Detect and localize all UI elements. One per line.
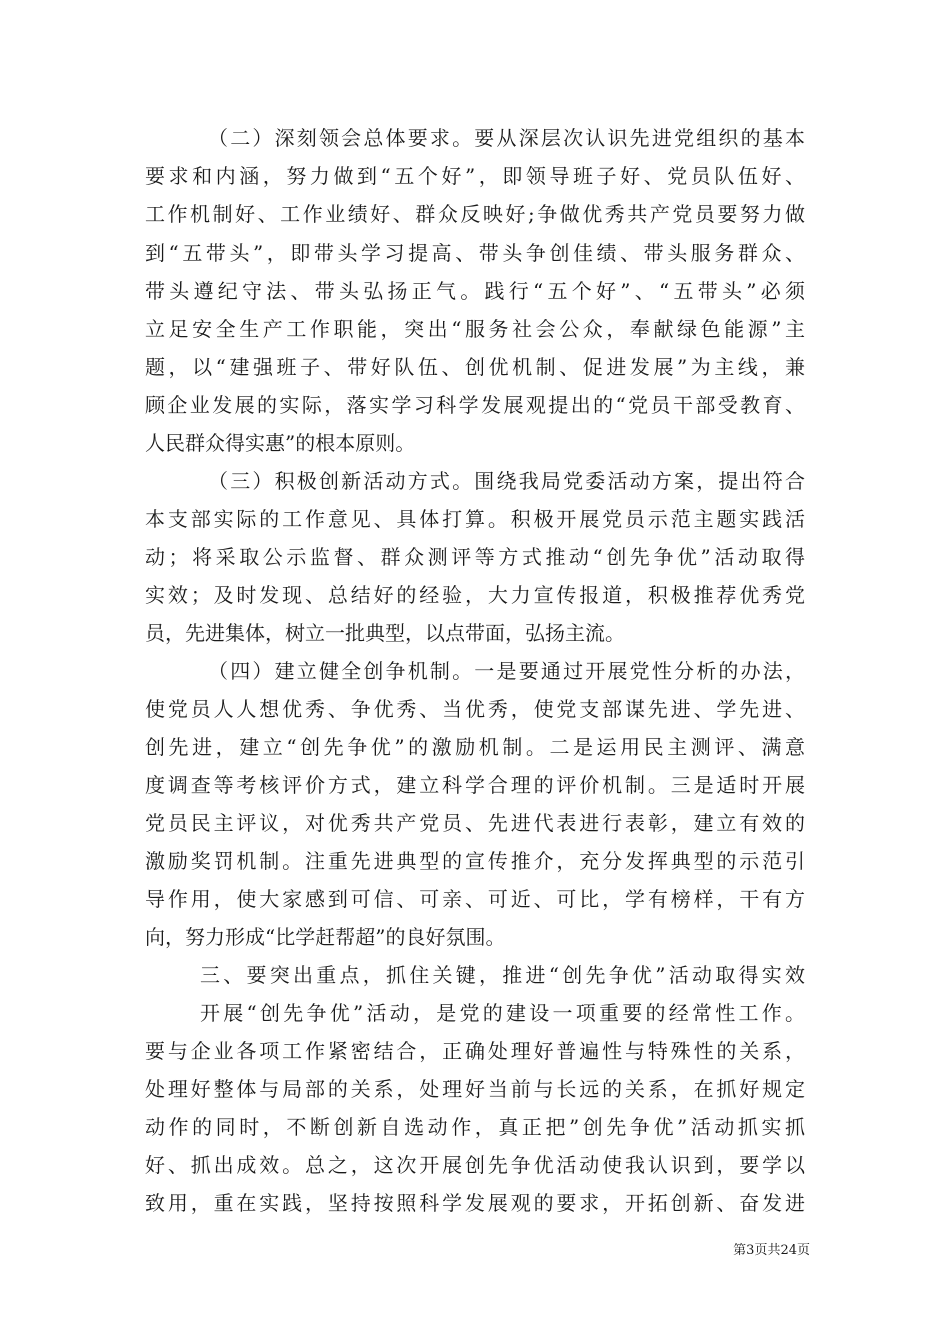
paragraph-line: 导作用，使大家感到可信、可亲、可近、可比，学有榜样，干有方 <box>145 887 805 911</box>
paragraph-line: 到“五带头”，即带头学习提高、带头争创佳绩、带头服务群众、 <box>145 241 805 265</box>
paragraph-line: 致用，重在实践，坚持按照科学发展观的要求，开拓创新、奋发进 <box>145 1191 805 1215</box>
paragraph-line: 实效；及时发现、总结好的经验，大力宣传报道，积极推荐优秀党 <box>145 583 805 607</box>
paragraph-line: 创先进，建立“创先争优”的激励机制。二是运用民主测评、满意 <box>145 735 805 759</box>
paragraph-line: （三）积极创新活动方式。围绕我局党委活动方案，提出符合 <box>208 469 805 493</box>
paragraph-line: （二）深刻领会总体要求。要从深层次认识先进党组织的基本 <box>208 126 805 150</box>
paragraph-line: 题，以“建强班子、带好队伍、创优机制、促进发展”为主线，兼 <box>145 355 805 379</box>
section-heading: 三、要突出重点，抓住关键，推进“创先争优”活动取得实效 <box>200 963 805 987</box>
paragraph-line: 向，努力形成“比学赶帮超”的良好氛围。 <box>145 925 506 949</box>
page-number: 第3页共24页 <box>733 1243 810 1258</box>
paragraph-line: 开展“创先争优”活动，是党的建设一项重要的经常性工作。 <box>200 1001 805 1025</box>
paragraph-line: 要求和内涵，努力做到“五个好”，即领导班子好、党员队伍好、 <box>145 164 805 188</box>
paragraph-line: 要与企业各项工作紧密结合，正确处理好普遍性与特殊性的关系， <box>145 1039 805 1063</box>
paragraph-line: 立足安全生产工作职能，突出“服务社会公众，奉献绿色能源”主 <box>145 317 805 341</box>
paragraph-line: 动作的同时，不断创新自选动作，真正把”创先争优”活动抓实抓 <box>145 1115 805 1139</box>
paragraph-line: 处理好整体与局部的关系，处理好当前与长远的关系，在抓好规定 <box>145 1077 805 1101</box>
paragraph-line: 激励奖罚机制。注重先进典型的宣传推介，充分发挥典型的示范引 <box>145 849 805 873</box>
paragraph-line: 员，先进集体，树立一批典型，以点带面，弘扬主流。 <box>145 621 625 645</box>
paragraph-line: 度调查等考核评价方式，建立科学合理的评价机制。三是适时开展 <box>145 773 805 797</box>
paragraph-line: 顾企业发展的实际，落实学习科学发展观提出的“党员干部受教育、 <box>145 393 805 417</box>
paragraph-line: 工作机制好、工作业绩好、群众反映好;争做优秀共产党员要努力做 <box>145 202 805 226</box>
paragraph-line: 党员民主评议，对优秀共产党员、先进代表进行表彰，建立有效的 <box>145 811 805 835</box>
paragraph-line: 人民群众得实惠”的根本原则。 <box>145 431 416 455</box>
paragraph-line: （四）建立健全创争机制。一是要通过开展党性分析的办法， <box>208 659 805 683</box>
paragraph-line: 本支部实际的工作意见、具体打算。积极开展党员示范主题实践活 <box>145 507 805 531</box>
paragraph-line: 好、抓出成效。总之，这次开展创先争优活动使我认识到，要学以 <box>145 1153 805 1177</box>
paragraph-line: 使党员人人想优秀、争优秀、当优秀，使党支部谋先进、学先进、 <box>145 697 805 721</box>
paragraph-line: 带头遵纪守法、带头弘扬正气。践行“五个好”、“五带头”必须 <box>145 279 805 303</box>
paragraph-line: 动；将采取公示监督、群众测评等方式推动“创先争优”活动取得 <box>145 545 805 569</box>
